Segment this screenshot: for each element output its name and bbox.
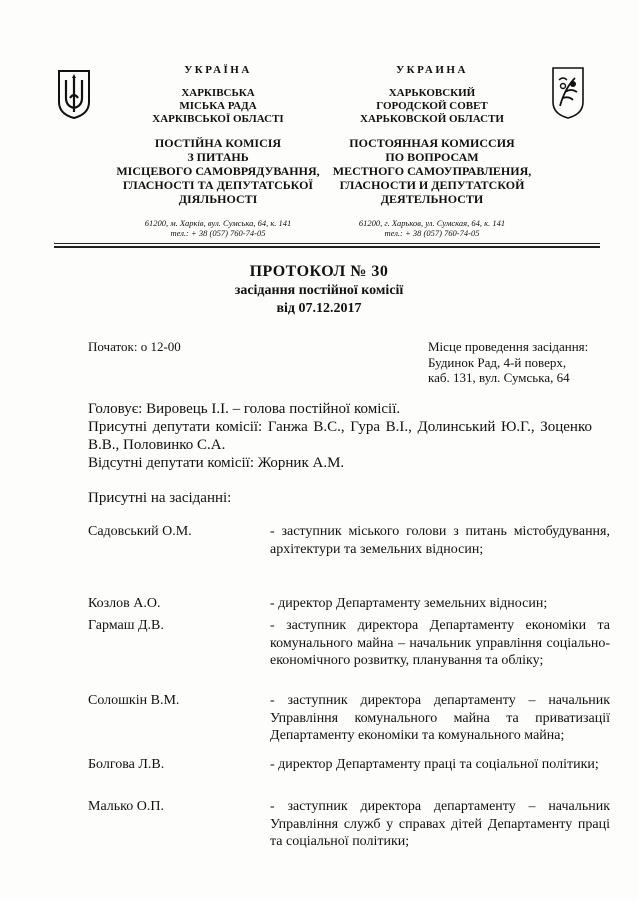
letterhead-ukrainian xyxy=(108,64,328,238)
list-item xyxy=(88,595,610,617)
commission-line: ДІЯЛЬНОСТІ xyxy=(178,192,258,206)
country-name: УКРАИНА xyxy=(396,64,468,76)
attendees-heading: Присутні на засіданні: xyxy=(88,490,232,506)
attendee-name: Садовський О.М. xyxy=(88,524,192,539)
absent-deputies: Відсутні депутати комісії: Жорник А.М. xyxy=(88,455,345,471)
attendee-name: Гармаш Д.В. xyxy=(88,618,164,633)
commission-name xyxy=(108,136,328,206)
attendee-name: Козлов А.О. xyxy=(88,596,161,611)
commission-line: ГЛАСНОСТИ И ДЕПУТАТСКОЙ xyxy=(339,178,525,192)
meeting-date: від 07.12.2017 xyxy=(276,301,362,316)
commission-line: МЕСТНОГО САМОУПРАВЛЕНИЯ, xyxy=(332,164,532,178)
attendee-role: - заступник директора Департаменту економіки та комунального майна – начальник управління соціально-економічного розвитку, планування та обліку; xyxy=(270,618,610,668)
venue-line: каб. 131, вул. Сумська, 64 xyxy=(428,370,570,385)
attendee-role: - заступник міського голови з питань містобудування, архітектури та земельних відносин; xyxy=(270,524,610,557)
attendee-name: Болгова Л.В. xyxy=(88,757,165,772)
commission-name xyxy=(322,136,542,206)
address: 61200, м. Харків, вул. Сумська, 64, к. 141 xyxy=(144,218,292,228)
address: 61200, г. Харьков, ул. Сумская, 64, к. 141 xyxy=(358,218,506,228)
commission-line: ПОСТІЙНА КОМІСІЯ xyxy=(154,136,282,150)
commission-line: З ПИТАНЬ xyxy=(187,150,249,164)
phone: тел.: + 38 (057) 760-74-05 xyxy=(170,228,266,238)
commission-line: ГЛАСНОСТІ ТА ДЕПУТАТСЬКОЇ xyxy=(122,178,314,192)
protocol-title: ПРОТОКОЛ № 30 xyxy=(249,263,389,280)
list-item xyxy=(88,523,610,595)
venue-line: Будинок Рад, 4-й поверх, xyxy=(428,354,567,370)
list-item xyxy=(88,617,610,692)
attendee-role: - заступник директора департаменту – начальник Управління комунального майна та приватизації Департаменту економіки та комунального майна; xyxy=(270,693,610,743)
commission-line: МІСЦЕВОГО САМОВРЯДУВАННЯ, xyxy=(116,164,320,178)
council-name xyxy=(108,87,328,126)
list-item xyxy=(88,692,610,756)
phone: тел.: + 38 (057) 760-74-05 xyxy=(384,228,480,238)
council-line: МІСЬКА РАДА xyxy=(179,100,257,112)
country-name: УКРАЇНА xyxy=(184,64,252,76)
meeting-venue xyxy=(428,339,588,386)
attendee-name: Малько О.П. xyxy=(88,799,164,814)
commission-line: ПОСТОЯННАЯ КОМИССИЯ xyxy=(349,136,515,150)
venue-line: Місце проведення засідання: xyxy=(428,339,589,354)
council-line: ХАРКІВСЬКОЇ ОБЛАСТІ xyxy=(152,113,284,125)
letterhead-divider xyxy=(54,243,600,244)
attendee-role: - заступник директора департаменту – начальник Управління служб у справах дітей Департаменту праці та соціальної політики; xyxy=(270,799,610,849)
kharkiv-coat-of-arms-icon xyxy=(551,66,585,120)
meeting-subtitle: засідання постійної комісії xyxy=(234,283,404,298)
attendee-role: - директор Департаменту праці та соціальної політики; xyxy=(270,757,599,772)
start-time: Початок: о 12-00 xyxy=(88,339,181,354)
letterhead-russian xyxy=(322,64,542,238)
commission-line: ДЕЯТЕЛЬНОСТИ xyxy=(380,192,484,206)
commission-line: ПО ВОПРОСАМ xyxy=(385,150,479,164)
attendee-name: Солошкін В.М. xyxy=(88,693,180,708)
council-line: ГОРОДСКОЙ СОВЕТ xyxy=(376,100,488,112)
chairperson: Головує: Вировець І.І. – голова постійної комісії. xyxy=(88,401,401,417)
list-item xyxy=(88,756,610,798)
council-line: ХАРЬКОВСКОЙ ОБЛАСТИ xyxy=(360,113,504,125)
council-line: ХАРЬКОВСКИЙ xyxy=(388,87,476,99)
council-name xyxy=(322,87,542,126)
list-item xyxy=(88,798,610,858)
letterhead-divider xyxy=(54,246,600,248)
attendees-list xyxy=(88,523,610,858)
attendee-role: - директор Департаменту земельних відносин; xyxy=(270,596,548,611)
protocol-title-block xyxy=(0,262,638,318)
present-deputies: Присутні депутати комісії: Ганжа В.С., Гура В.І., Долинський Ю.Г., Зоценко В.В., Половинко С.А. xyxy=(88,419,592,453)
trident-coat-of-arms-icon xyxy=(56,68,92,120)
council-line: ХАРКІВСЬКА xyxy=(181,87,255,99)
